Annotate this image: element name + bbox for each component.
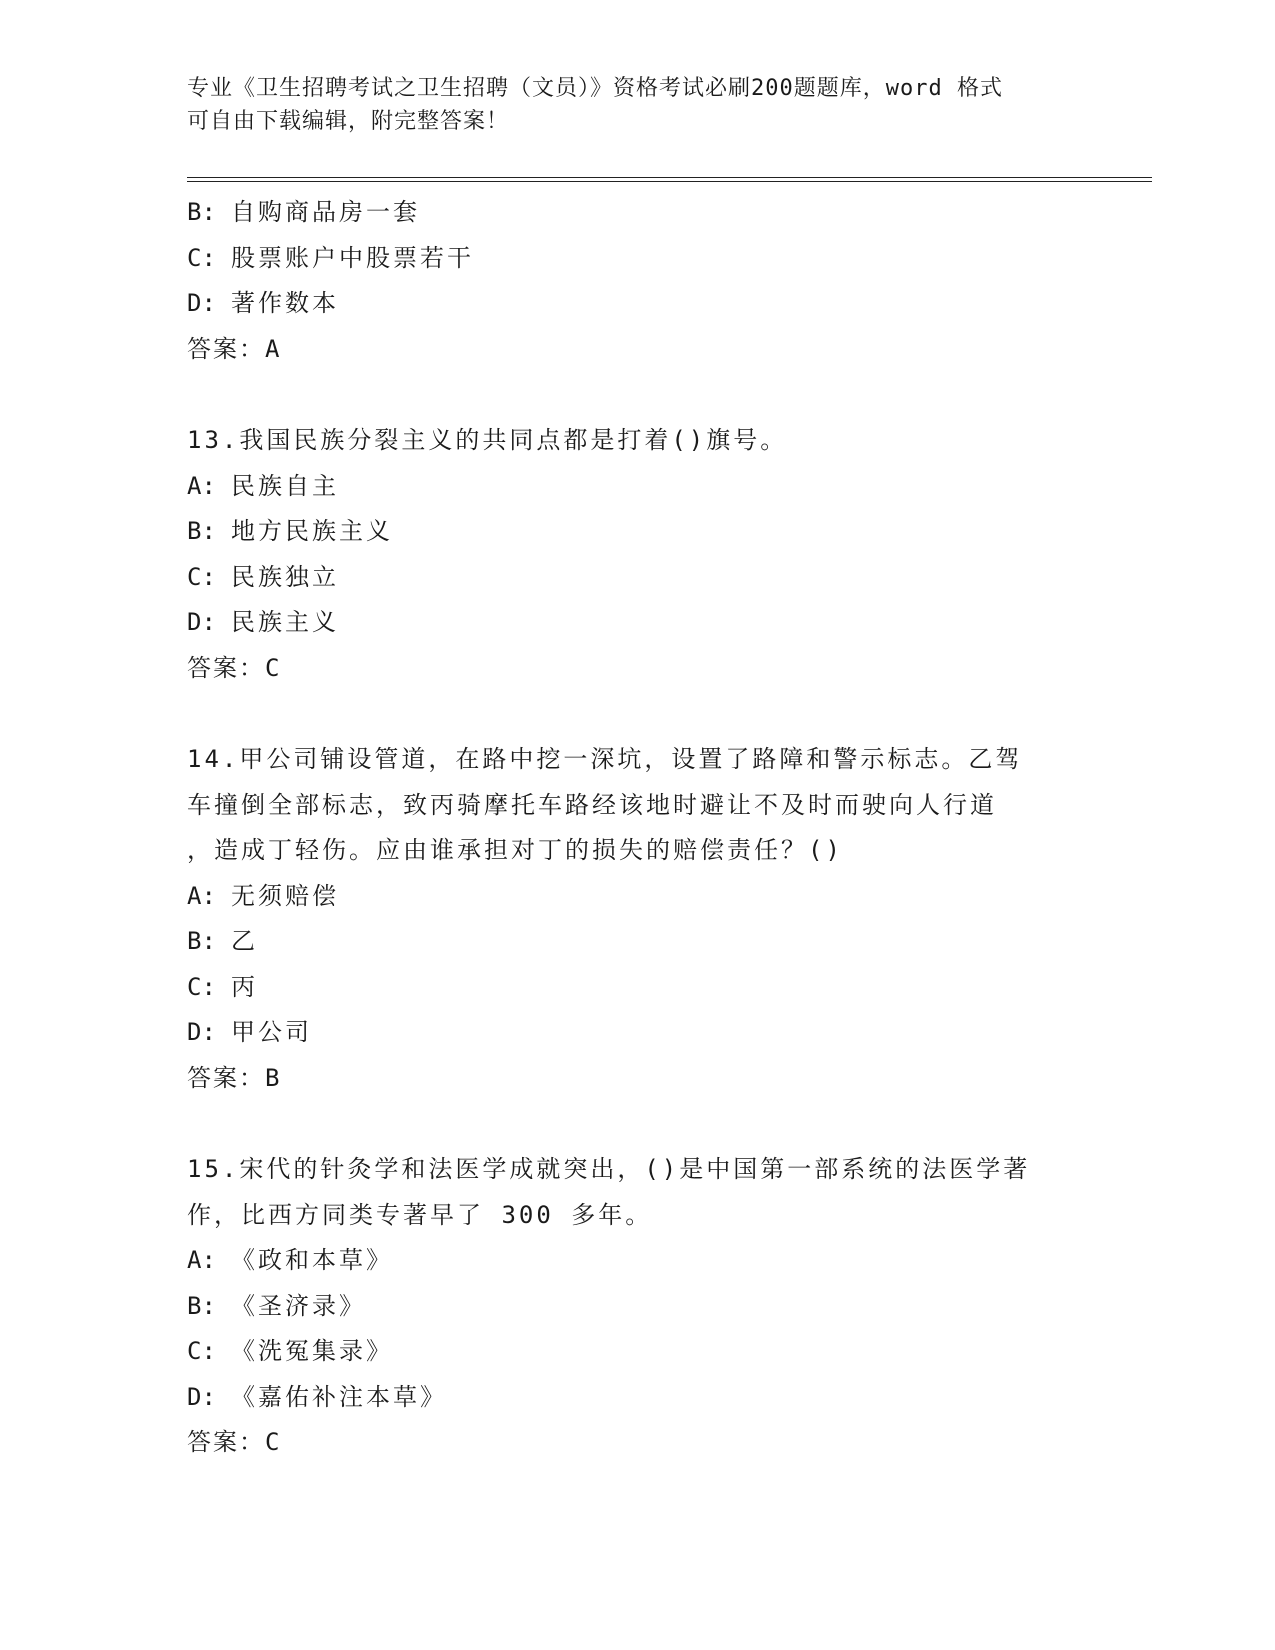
header-divider — [187, 177, 1152, 182]
question-text-line-1: 14.甲公司铺设管道，在路中挖一深坑，设置了路障和警示标志。乙驾 — [187, 745, 1023, 773]
document-header — [187, 72, 1067, 138]
option-text: 《政和本草》 — [231, 1246, 393, 1274]
option-text: 丙 — [231, 972, 258, 1001]
option-key: B: — [187, 927, 216, 955]
option-text: 自购商品房一套 — [231, 198, 420, 226]
option-key: B: — [187, 198, 216, 226]
option-b — [187, 190, 1067, 236]
option-key: D: — [187, 608, 216, 636]
answer: 答案：C — [187, 1428, 282, 1456]
option-text: 甲公司 — [231, 1018, 312, 1046]
question-14 — [187, 737, 1067, 1101]
header-line-2: 可自由下载编辑，附完整答案！ — [187, 109, 510, 134]
option-key: D: — [187, 1018, 216, 1046]
answer: 答案：A — [187, 334, 282, 363]
question-text-line-2: 作，比西方同类专著早了 300 多年。 — [187, 1200, 653, 1229]
question-13 — [187, 418, 1067, 691]
option-key: B: — [187, 517, 216, 545]
option-text: 股票账户中股票若干 — [231, 243, 474, 272]
option-key: C: — [187, 562, 216, 591]
option-text: 著作数本 — [231, 289, 339, 317]
option-text: 《圣济录》 — [231, 1291, 366, 1320]
option-key: D: — [187, 1382, 216, 1411]
option-a — [187, 1238, 1067, 1284]
option-d — [187, 600, 1067, 646]
question-text-line-2: 车撞倒全部标志，致丙骑摩托车路经该地时避让不及时而驶向人行道 — [187, 790, 997, 819]
option-key: C: — [187, 243, 216, 272]
option-text: 乙 — [231, 927, 258, 955]
option-a — [187, 874, 1067, 920]
option-a — [187, 464, 1067, 510]
option-text: 民族自主 — [231, 471, 339, 500]
option-d — [187, 281, 1067, 327]
option-c — [187, 1329, 1067, 1375]
option-c — [187, 236, 1067, 282]
option-key: A: — [187, 1246, 216, 1274]
option-d — [187, 1010, 1067, 1056]
option-key: D: — [187, 289, 216, 317]
option-key: A: — [187, 881, 216, 910]
question-text-line-1: 15.宋代的针灸学和法医学成就突出，()是中国第一部系统的法医学著 — [187, 1155, 1031, 1183]
option-text: 《洗冤集录》 — [231, 1337, 393, 1365]
option-d — [187, 1375, 1067, 1421]
option-text: 无须赔偿 — [231, 881, 339, 910]
question-list — [187, 190, 1067, 1466]
option-key: C: — [187, 972, 216, 1001]
question-text: 13.我国民族分裂主义的共同点都是打着()旗号。 — [187, 426, 788, 454]
option-key: A: — [187, 471, 216, 500]
answer: 答案：C — [187, 653, 282, 682]
question-text-line-3: ，造成丁轻伤。应由谁承担对丁的损失的赔偿责任？() — [187, 836, 843, 864]
option-text: 地方民族主义 — [231, 517, 393, 545]
option-b — [187, 1284, 1067, 1330]
option-key: B: — [187, 1291, 216, 1320]
answer: 答案：B — [187, 1063, 282, 1092]
option-text: 民族独立 — [231, 562, 339, 591]
question-15 — [187, 1147, 1067, 1466]
option-b — [187, 919, 1067, 965]
option-c — [187, 555, 1067, 601]
option-text: 民族主义 — [231, 608, 339, 636]
option-key: C: — [187, 1337, 216, 1365]
option-b — [187, 509, 1067, 555]
option-c — [187, 965, 1067, 1011]
option-text: 《嘉佑补注本草》 — [231, 1382, 447, 1411]
header-line-1: 专业《卫生招聘考试之卫生招聘（文员）》资格考试必刷200题题库，word 格式 — [187, 76, 1003, 101]
question-partial — [187, 190, 1067, 372]
